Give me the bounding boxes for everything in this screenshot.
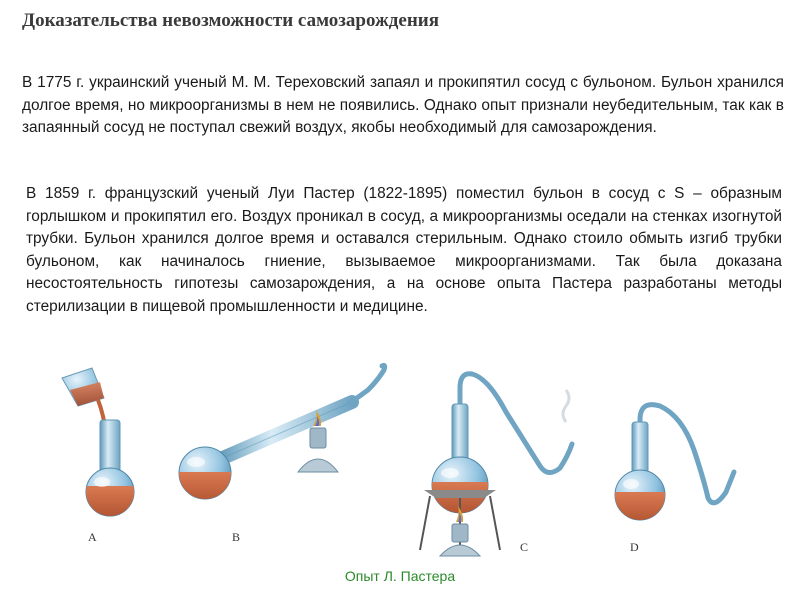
flask-a <box>62 368 140 526</box>
paragraph-tereshovsky: В 1775 г. украинский ученый М. М. Тереховский запаял и прокипятил сосуд с бульоном. Бульон хранился долгое время, но микроорганизмы в нем не появились. Однако опыт признали неубедительным, так как в запаянный сосуд не поступал свежий воздух, якобы необходимый для самозарождения. <box>22 74 784 136</box>
paragraph-pasteur: В 1859 г. французский ученый Луи Пастер (1822-1895) поместил бульон в сосуд с S – образным горлышком и прокипятил его. Воздух проникал в сосуд, а микроорганизмы оседали на стенках изогнутой трубки. Бульон хранился долгое время и оставался стерильным. Однако стоило обмыть изгиб трубки бульоном, как начиналось гниение, вызываемое микроорганизмами. Так была доказана несостоятельность гипотезы самозарождения, а на основе опыта Пастера разработаны методы стерилизации в пищевой промышленности и медицине. <box>26 185 782 315</box>
figure-label-d: D <box>630 540 639 554</box>
figure-label-b: B <box>232 530 241 544</box>
page-title: Доказательства невозможности самозарождения <box>22 10 439 31</box>
pasteur-experiment-illustration <box>0 360 800 580</box>
flask-c <box>420 374 572 556</box>
figure-caption: Опыт Л. Пастера <box>344 568 456 584</box>
steam <box>563 390 569 422</box>
burner-c <box>440 506 480 556</box>
figure-label-c: C <box>520 540 529 554</box>
flask-b <box>175 366 385 513</box>
figure-label-a: A <box>88 530 97 544</box>
flask-d <box>610 405 734 532</box>
